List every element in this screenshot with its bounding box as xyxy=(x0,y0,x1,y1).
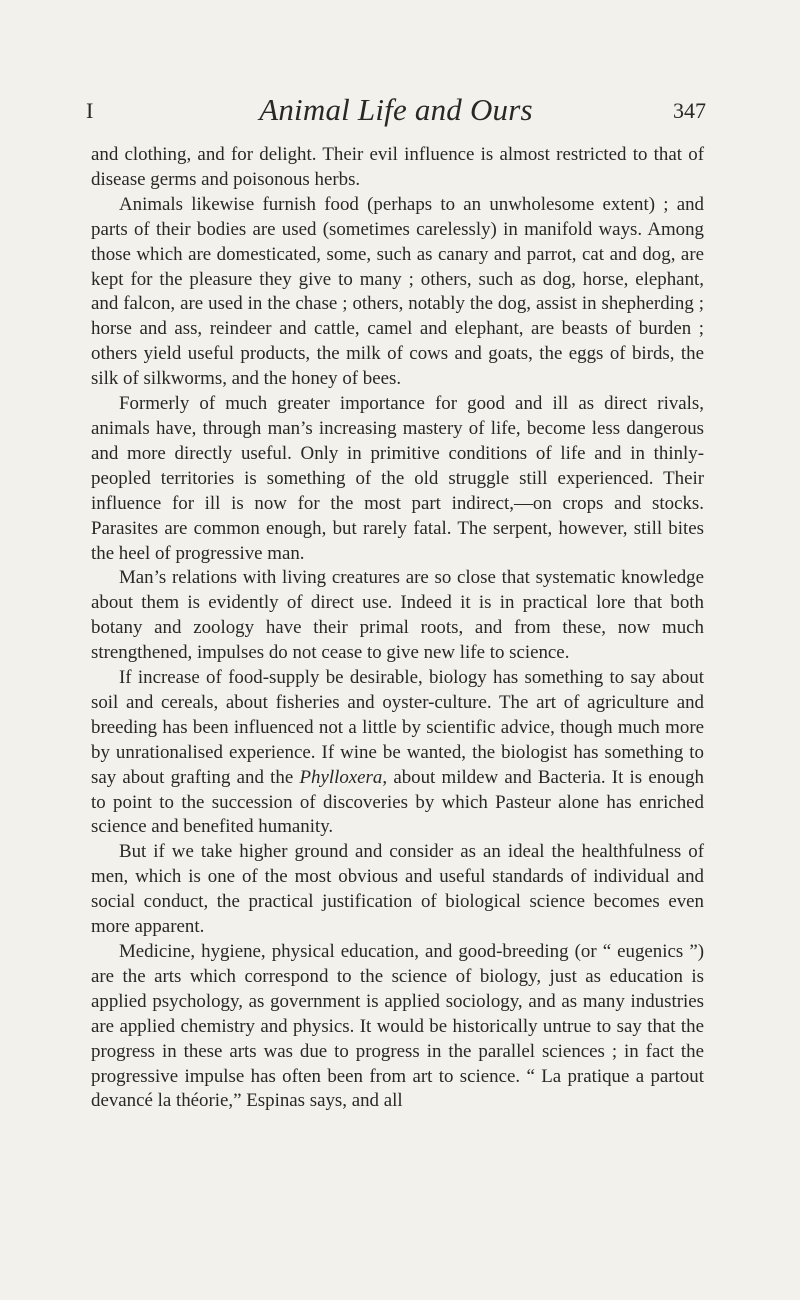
paragraph-5: If increase of food-supply be desirable, biology has something to say about soil and cereals, about fisheries and oyster-culture. The art of agriculture and breeding has been influenced not a little by scientific advice, though much more by unrationalised experience. If wine be wanted, the biologist has something to say about grafting and the Phylloxera, about mildew and Bacteria. It is enough to point to the succession of discoveries by which Pasteur alone has enriched science and benefited humanity. xyxy=(91,667,705,838)
paragraph-3: Formerly of much greater importance for good and ill as direct rivals, animals have, through man’s increasing mastery of life, become less dangerous and more directly useful. Only in primitive conditions of life and in thinly-peopled territories is something of the old struggle still experienced. Their influence for ill is now for the most part indirect,—on crops and stocks. Parasites are common enough, but rarely fatal. The serpent, however, still bites the heel of progressive man. xyxy=(91,393,704,564)
paragraph-1: and clothing, and for delight. Their evil influence is almost restricted to that of disease germs and poisonous herbs. xyxy=(91,144,704,190)
italic-term-phylloxera: Phylloxera xyxy=(299,766,383,788)
paragraph-7: Medicine, hygiene, physical education, and good-breeding (or “ eugenics ”) are the arts which correspond to the science of biology, just as education is applied psychology, as government is applied sociology, and as many industries are applied chemistry and physics. It would be historically untrue to say that the progress in these arts was due to progress in the parallel sciences ; in fact the progressive impulse has often been from art to science. “ La pratique a partout devancé la théorie,” Espinas says, and all xyxy=(91,941,704,1112)
running-header xyxy=(86,92,706,132)
paragraph-6: But if we take higher ground and consider as an ideal the healthfulness of men, which is one of the most obvious and useful standards of individual and social conduct, the practical justification of biological science becomes even more apparent. xyxy=(91,841,704,938)
paragraph-4: Man’s relations with living creatures are so close that systematic knowledge about them is evidently of direct use. Indeed it is in practical lore that both botany and zoology have their primal roots, and from these, now much strengthened, impulses do not cease to give new life to science. xyxy=(91,567,704,664)
running-title: Animal Life and Ours xyxy=(259,92,533,127)
chapter-marker: I xyxy=(86,98,94,123)
body-text xyxy=(91,143,704,1114)
paragraph-2: Animals likewise furnish food (perhaps to an unwholesome extent) ; and parts of their bodies are used (sometimes carelessly) in manifold ways. Among those which are domesticated, some, such as canary and parrot, cat and dog, are kept for the pleasure they give to many ; others, such as dog, horse, elephant, and falcon, are used in the chase ; others, notably the dog, assist in shepherding ; horse and ass, reindeer and cattle, camel and elephant, are beasts of burden ; others yield useful products, the milk of cows and goats, the eggs of birds, the silk of silkworms, and the honey of bees. xyxy=(91,193,704,390)
page-number: 347 xyxy=(673,98,706,123)
